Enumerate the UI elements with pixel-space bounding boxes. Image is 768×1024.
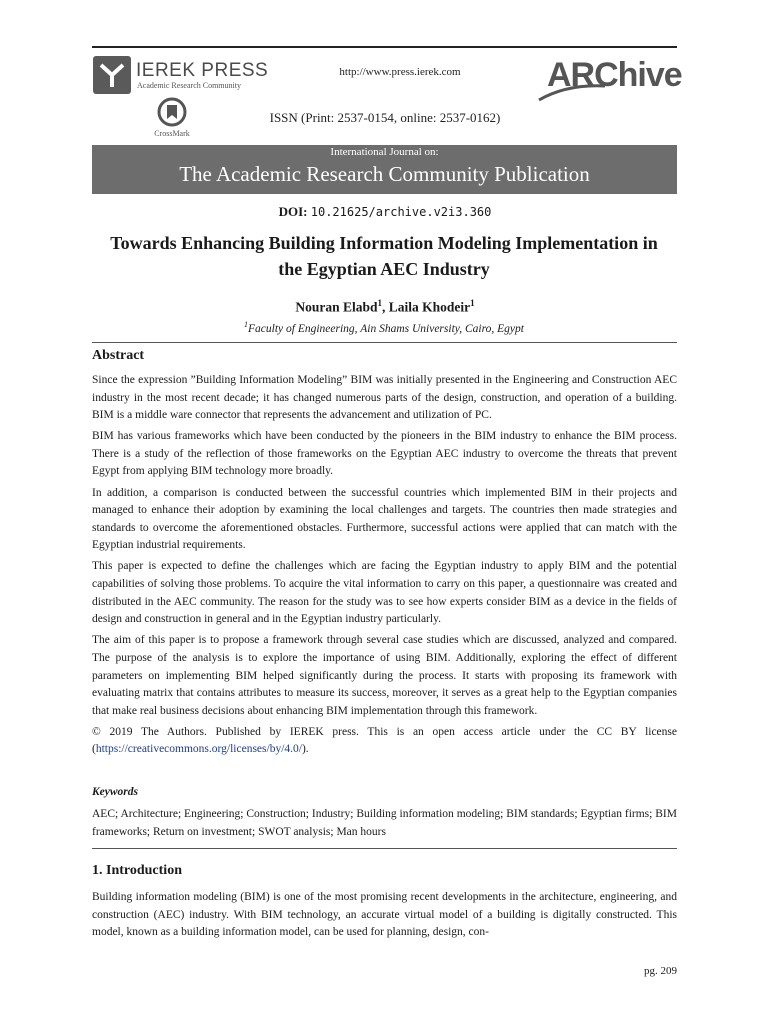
swoosh-icon: [537, 80, 607, 102]
issn-line: ISSN (Print: 2537-0154, online: 2537-0162): [269, 110, 501, 125]
author-name: Nouran Elabd: [295, 299, 378, 315]
author-affil-marker: 1: [470, 298, 475, 308]
license-statement: [92, 724, 677, 759]
archive-journal-logo: [537, 52, 682, 104]
introduction-heading: 1. Introduction: [92, 863, 182, 878]
abstract-paragraph: BIM has various frameworks which have been conducted by the pioneers in the BIM industry to enhance the BIM process. There is a study of the reflection of those frameworks on the Egyptian AEC industry to overcome the threats that prevent Egypt from applying BIM technology more broadly.: [92, 430, 677, 478]
article-title: Towards Enhancing Building Information Modeling Implementation in the Egyptian AEC Industry: [110, 233, 658, 279]
license-link[interactable]: https://creativecommons.org/licenses/by/4.0/: [95, 743, 302, 756]
page-number: pg. 209: [644, 965, 677, 977]
keywords-list: AEC; Architecture; Engineering; Construction; Industry; Building information modeling; BIM standards; Egyptian firms; BIM frameworks; Return on investment; SWOT analysis; Man hours: [92, 808, 677, 838]
header-rule: [92, 46, 677, 48]
keywords-heading: Keywords: [92, 786, 138, 798]
author-line: [200, 298, 570, 316]
abstract-paragraph: The aim of this paper is to propose a framework through several case studies which are discussed, analyzed and compared. The purpose of the analysis is to explore the importance of using BIM. Additionally, exploring the effect of different parameters on implementing BIM helped significantly during the process. It starts with proposing its framework with evaluating matrix that contains attributes to measure its success, moreover, it serves as a great help to the Egyptian companies that make real business decisions about enhancing BIM implementation through this framework.: [92, 634, 677, 717]
doi-line: [200, 204, 570, 220]
ierek-mark-icon: [93, 56, 131, 94]
crossmark-label: CrossMark: [154, 129, 190, 138]
author-separator: ,: [382, 299, 389, 315]
section-rule: [92, 342, 677, 343]
publisher-tagline: Academic Research Community: [137, 81, 241, 90]
banner-subtitle: International Journal on:: [330, 146, 439, 158]
publisher-url[interactable]: http://www.press.ierek.com: [339, 66, 461, 78]
author-affil-marker: 1: [377, 298, 382, 308]
doi-value[interactable]: 10.21625/archive.v2i3.360: [310, 205, 492, 219]
abstract-paragraph: This paper is expected to define the challenges which are facing the Egyptian industry to apply BIM and the potential capabilities of solving those problems. To acquire the vital information to carry on this paper, a questionnaire was created and distributed in the AEC community. The reason for the study was to see how experts consider BIM as a device in the fields of design and construction in general and in the Egyptian industry particularly.: [92, 560, 677, 626]
section-rule: [92, 848, 677, 849]
crossmark-icon: [157, 97, 187, 127]
crossmark-badge[interactable]: [150, 97, 194, 141]
publisher-name: IEREK PRESS: [136, 60, 269, 81]
abstract-heading: Abstract: [92, 348, 145, 363]
journal-banner: [92, 145, 677, 194]
abstract-paragraph: In addition, a comparison is conducted between the successful countries which implemented BIM in their projects and managed to enhance their adoption by examining the local challenges and targets. The countries then made strategies and standards to overcome the aforementioned obstacles. Furthermore, successful actions were applied that can match with the Egyptian industrial requirements.: [92, 486, 677, 552]
archive-logo-text: ARChive: [547, 56, 682, 94]
license-suffix: ).: [301, 743, 309, 756]
ierek-press-logo: [93, 56, 269, 94]
license-prefix: © 2019 The Authors. Published by IEREK press. This is an open access article under the CC BY license (: [92, 725, 677, 756]
doi-label: DOI:: [278, 204, 308, 219]
affiliation-text: Faculty of Engineering, Ain Shams University, Cairo, Egypt: [248, 322, 524, 335]
affiliation: [150, 320, 618, 335]
affiliation-marker: 1: [244, 320, 249, 329]
abstract-body: [92, 372, 677, 762]
author-name: Laila Khodeir: [388, 299, 471, 315]
banner-title: The Academic Research Community Publication: [179, 162, 590, 186]
introduction-text: Building information modeling (BIM) is one of the most promising recent developments in the architecture, engineering, and construction (AEC) industry. With BIM technology, an accurate virtual model of a building is digitally constructed. This model, known as a building information model, can be used for planning, design, con-: [92, 891, 677, 939]
abstract-paragraph: Since the expression ”Building Information Modeling” BIM was initially presented in the Engineering and Construction AEC industry in the most recent decade; it has changed numerous parts of the design, construction, and operation of a building. BIM is a middle ware connector that represents the advancement and utilization of PC.: [92, 374, 677, 422]
